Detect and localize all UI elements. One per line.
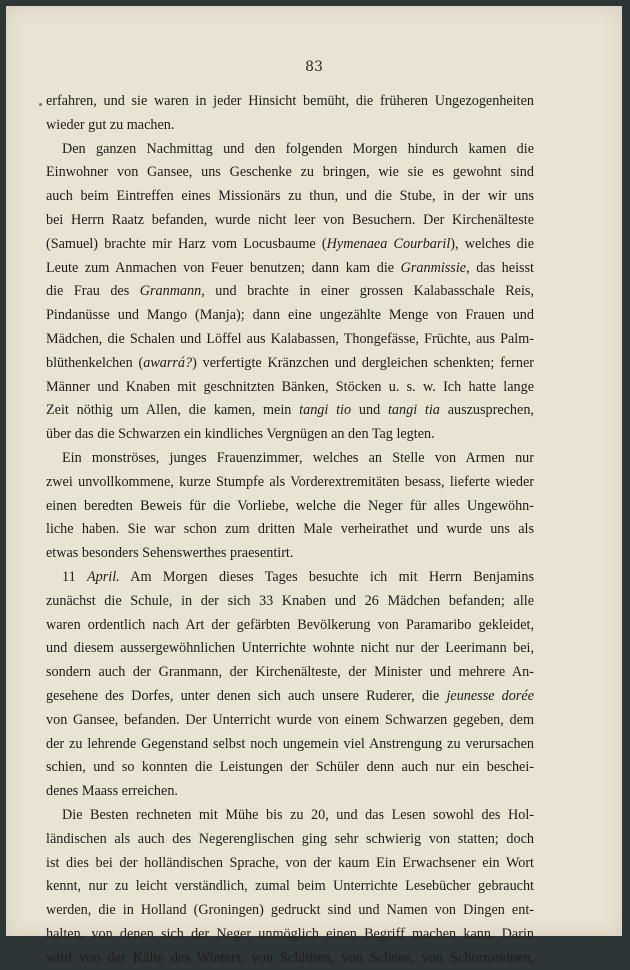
text-segment: der zu lehrende Gegenstand selbst noch ungemein viel Anstrengung zu verursachen (46, 735, 534, 752)
text-line (46, 542, 534, 566)
text-segment: zunächst die Schule, in der sich 33 Knaben und 26 Mädchen befanden; alle (46, 592, 534, 609)
text-line (46, 947, 534, 970)
text-segment: über das die Schwarzen ein kindliches Vergnügen an den Tag legten. (46, 426, 435, 443)
text-line (46, 685, 534, 709)
text-segment: Am Morgen dieses Tages besuchte ich mit Herrn Benjamins (119, 568, 534, 585)
text-segment: (Samuel) brachte mir Harz vom Locusbaume ( (46, 235, 327, 252)
text-line (46, 518, 534, 542)
text-line (46, 138, 534, 162)
text-segment: Zeit nöthig um Allen, die kamen, mein (46, 402, 300, 419)
text-line (46, 233, 534, 257)
text-segment: Leute zum Anmachen von Feuer benutzen; dann kam die (46, 259, 401, 276)
text-line (46, 399, 534, 423)
text-segment: ), welches die (450, 235, 534, 252)
text-segment: auszusprechen, (439, 402, 534, 419)
text-segment: wieder gut zu machen. (46, 116, 175, 133)
text-segment: etwas besonders Sehenswerthes praesentirt. (46, 545, 294, 562)
italic-text: jeunesse dorée (446, 687, 534, 704)
text-segment: ländischen als auch des Negerenglischen ging sehr schwierig von statten; doch (46, 830, 534, 847)
text-segment: ist dies bei der holländischen Sprache, von der kaum Ein Erwachsener ein Wort (46, 854, 534, 871)
text-line (46, 923, 534, 947)
text-line (46, 733, 534, 757)
text-segment: auch beim Eintreffen eines Missionärs zu thun, und die Stube, in der wir uns (46, 188, 534, 205)
text-segment: denes Maass erreichen. (46, 783, 178, 800)
body-text (46, 90, 534, 970)
text-segment: Ein monströses, junges Frauenzimmer, welches an Stelle von Armen nur (62, 449, 534, 466)
text-line (46, 328, 534, 352)
italic-text: awarrá? (143, 354, 193, 371)
text-line (46, 637, 534, 661)
text-segment: Männer und Knaben mit geschnitzten Bänken, Stöcken u. s. w. Ich hatte lange (46, 378, 534, 395)
text-line (46, 756, 534, 780)
text-segment: blüthenkelchen ( (46, 354, 144, 371)
text-segment: wird von der Kälte des Winters, von Schlitten, von Schnee, von Schornsteinen, (46, 949, 534, 966)
text-line (46, 495, 534, 519)
text-line (46, 614, 534, 638)
italic-text: Hymenaea Courbaril (326, 235, 451, 252)
margin-mark (39, 103, 42, 106)
text-segment: sondern auch der Granmann, der Kirchenälteste, der Minister und mehrere An- (46, 664, 534, 681)
text-line (46, 780, 534, 804)
text-segment: schien, und so konnten die Leistungen der Schüler denn auch nur ein beschei- (46, 759, 534, 776)
text-line (46, 590, 534, 614)
text-segment: erfahren, und sie waren in jeder Hinsicht bemüht, die früheren Ungezogenheiten (46, 93, 534, 109)
text-segment: zwei unvollkommene, kurze Stumpfe als Vorderextremitäten besass, lieferte wieder (46, 473, 534, 490)
text-line (46, 376, 534, 400)
text-segment: Pindanüsse und Mango (Manja); dann eine ungezählte Menge von Frauen und (46, 307, 534, 324)
text-line (46, 280, 534, 304)
text-line (46, 828, 534, 852)
text-segment: einen beredten Beweis für die Vorliebe, welche die Neger für alles Ungewöhn- (46, 497, 534, 514)
text-segment: halten, von denen sich der Neger unmöglich einen Begriff machen kann. Darin (46, 925, 534, 942)
page-number: 83 (305, 59, 323, 75)
text-line (46, 423, 534, 447)
text-line (46, 257, 534, 281)
text-segment: gesehene des Dorfes, unter denen sich auch unsere Ruderer, die (46, 687, 447, 704)
text-segment: werden, die in Holland (Groningen) gedruckt sind und Namen von Dingen ent- (46, 902, 534, 919)
text-line (46, 209, 534, 233)
text-line (46, 566, 534, 590)
text-line (46, 852, 534, 876)
text-segment: kennt, nur zu leicht verständlich, zumal beim Unterrichte Lesebücher gebraucht (46, 878, 534, 895)
text-segment: und diesem aussergewöhnlichen Unterrichte wohnte nicht nur der Leerimann bei, (46, 640, 534, 657)
italic-text: April. (87, 568, 120, 585)
text-segment: von Gansee, befanden. Der Unterricht wurde von einem Schwarzen gegeben, dem (46, 711, 534, 728)
text-line (46, 471, 534, 495)
text-line (46, 352, 534, 376)
text-line (46, 709, 534, 733)
text-segment: , das heisst (466, 259, 534, 276)
text-segment: liche haben. Sie war schon zum dritten Male verheirathet und wurde uns als (46, 521, 534, 538)
text-segment: ) verfertigte Kränzchen und dergleichen schenkten; ferner (192, 354, 534, 371)
text-segment: , und brachte in einer grossen Kalabasschale Reis, (201, 283, 534, 300)
text-segment: Die Besten rechneten mit Mühe bis zu 20, und das Lesen sowohl des Hol- (62, 806, 534, 823)
text-line (46, 114, 534, 138)
text-segment: bei Herrn Raatz befanden, wurde nicht leer von Besuchern. Der Kirchenälteste (46, 211, 534, 228)
book-page (6, 6, 622, 966)
italic-text: Granmann (139, 283, 202, 300)
text-line (46, 899, 534, 923)
text-segment: Den ganzen Nachmittag und den folgenden Morgen hindurch kamen die (62, 140, 534, 157)
text-line (46, 661, 534, 685)
italic-text: tangi tio (299, 402, 352, 419)
text-segment: Mädchen, die Schalen und Löffel aus Kalabassen, Thongefässe, Früchte, aus Palm- (46, 330, 534, 347)
text-line (46, 304, 534, 328)
text-line (46, 447, 534, 471)
text-segment: die Frau des (46, 283, 140, 300)
text-segment: Einwohner von Gansee, uns Geschenke zu bringen, wie sie es gewohnt sind (46, 164, 534, 181)
text-line (46, 161, 534, 185)
text-line (46, 90, 534, 114)
text-segment: 11 (62, 568, 88, 585)
text-segment: und (351, 402, 388, 419)
text-line (46, 185, 534, 209)
italic-text: Granmissie (400, 259, 467, 276)
text-line (46, 804, 534, 828)
text-segment: waren ordentlich nach Art der gefärbten Bevölkerung von Paramaribo gekleidet, (46, 616, 534, 633)
italic-text: tangi tia (387, 402, 440, 419)
text-line (46, 875, 534, 899)
